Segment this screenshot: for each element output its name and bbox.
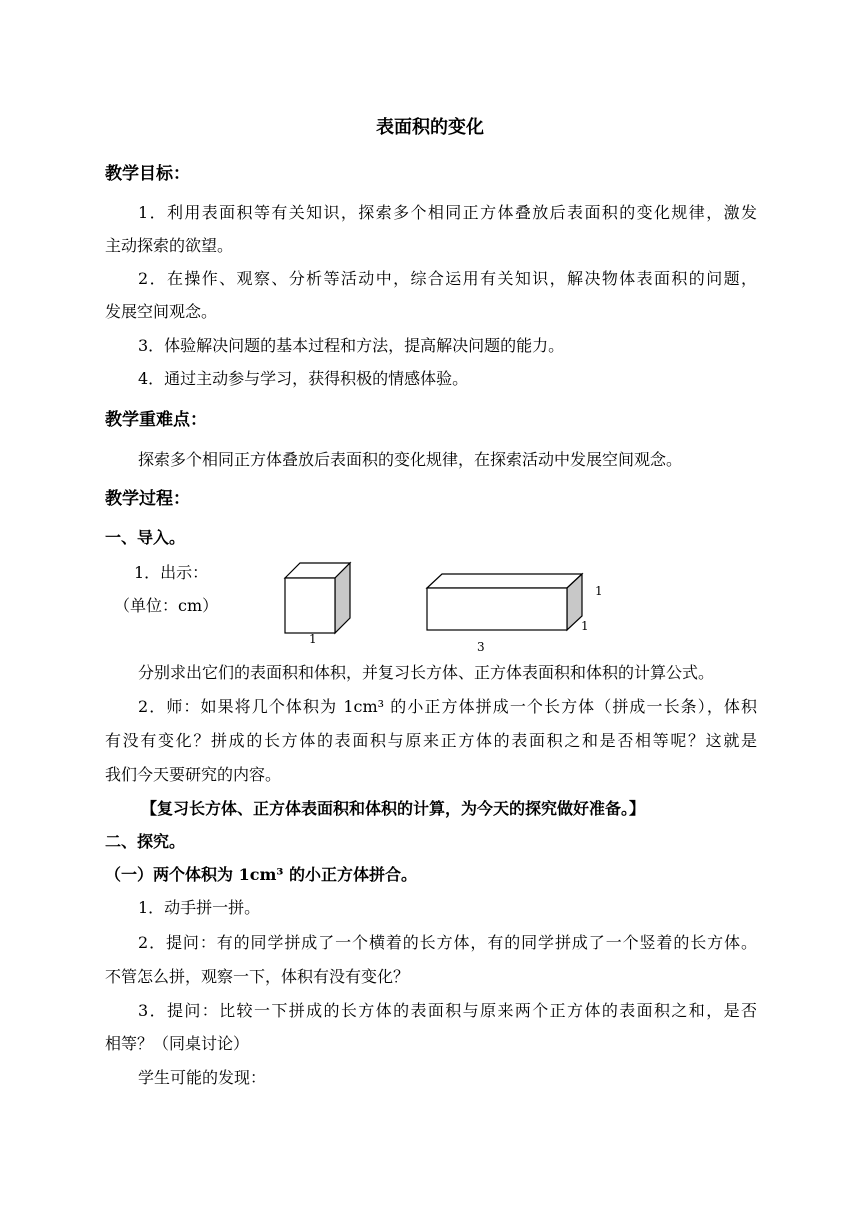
key-points-heading: 教学重难点： [105, 410, 207, 430]
explore-findings-label: 学生可能的发现： [138, 1068, 267, 1087]
unit-label: （单位：cm） [114, 596, 219, 615]
show-label: 1．出示： [134, 563, 209, 582]
intro-q2-line-2: 有没有变化？拼成的长方体的表面积与原来正方体的表面积之和是否相等呢？这就是 [105, 731, 757, 750]
cuboid-width-label: 1 [581, 619, 589, 633]
goal-line-3: 2．在操作、观察、分析等活动中，综合运用有关知识，解决物体表面积的问题， [138, 269, 757, 288]
key-points-text: 探索多个相同正方体叠放后表面积的变化规律，在探索活动中发展空间观念。 [138, 450, 683, 469]
intro-q2-line-1: 2．师：如果将几个体积为 1cm³ 的小正方体拼成一个长方体（拼成一长条），体积 [138, 697, 757, 716]
goal-line-6: 4．通过主动参与学习，获得积极的情感体验。 [138, 369, 469, 388]
cuboid-length-label: 3 [477, 640, 485, 654]
intro-task: 分别求出它们的表面积和体积，并复习长方体、正方体表面积和体积的计算公式。 [138, 663, 715, 682]
goal-line-1: 1．利用表面积等有关知识，探索多个相同正方体叠放后表面积的变化规律，激发 [138, 203, 757, 222]
explore-step-2: 2．提问：有的同学拼成了一个横着的长方体，有的同学拼成了一个竖着的长方体。 [138, 933, 757, 952]
intro-q2-line-3: 我们今天要研究的内容。 [105, 765, 282, 784]
cuboid-top-face [427, 574, 582, 588]
cube-figure [280, 558, 355, 638]
process-heading: 教学过程： [105, 489, 190, 509]
goals-heading: 教学目标： [105, 164, 190, 184]
page-title: 表面积的变化 [376, 117, 484, 138]
goal-line-5: 3．体验解决问题的基本过程和方法，提高解决问题的能力。 [138, 336, 565, 355]
explore-step-2-cont: 不管怎么拼，观察一下，体积有没有变化？ [105, 967, 410, 986]
cuboid-height-label: 1 [595, 584, 603, 598]
explore-step-3: 3．提问：比较一下拼成的长方体的表面积与原来两个正方体的表面积之和，是否 [138, 1001, 757, 1020]
cuboid-figure [420, 568, 590, 636]
explore-step-3-cont: 相等？（同桌讨论） [105, 1034, 250, 1053]
explore-step-1: 1．动手拼一拼。 [138, 898, 261, 917]
cuboid-front-face [427, 588, 567, 630]
cube-edge-label: 1 [309, 632, 317, 646]
goal-line-4: 发展空间观念。 [105, 302, 218, 321]
cube-front-face [285, 578, 335, 633]
goal-line-2: 主动探索的欲望。 [105, 236, 234, 255]
intro-heading: 一、导入。 [105, 528, 186, 547]
explore-heading: 二、探究。 [105, 832, 186, 851]
intro-note: 【复习长方体、正方体表面积和体积的计算，为今天的探究做好准备。】 [141, 799, 646, 818]
explore-sub-heading: （一）两个体积为 1cm³ 的小正方体拼合。 [105, 865, 417, 884]
